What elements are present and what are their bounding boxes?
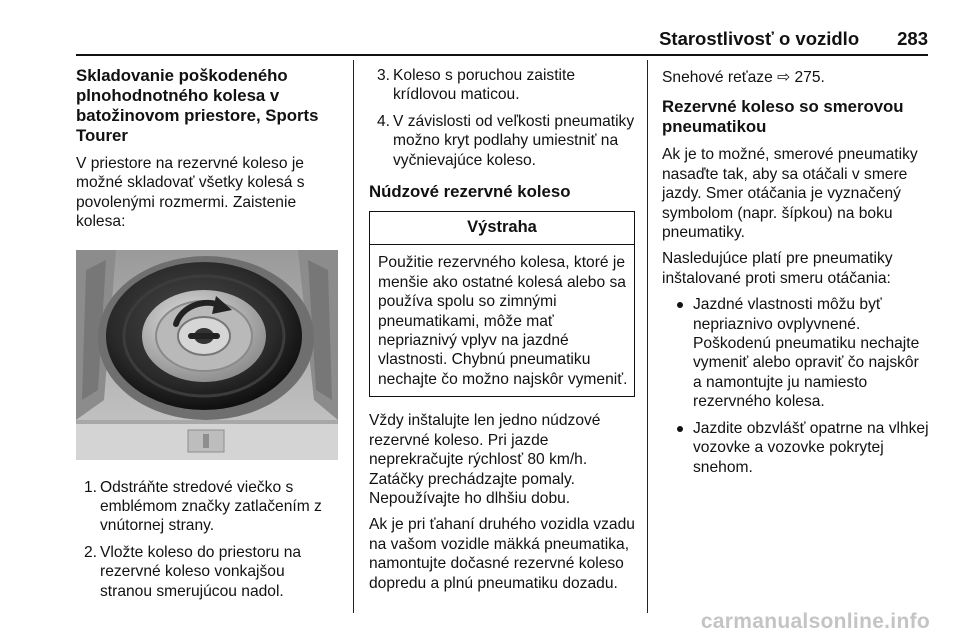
warning-text: Použitie rezervného kolesa, ktoré je menšie ako ostatné kolesá alebo sa používa spolu so zimnými pneumatikami, môže mať nepriaznivý vplyv na jazdné vlastnosti. Chybnú pneumatiku nechajte čo možno najskôr vymeniť. bbox=[378, 254, 628, 388]
column-1 bbox=[76, 66, 338, 608]
paragraph: Ak je pri ťahaní druhého vozidla vzadu na vašom vozidle mäkká pneumatika, namontujte dočasné rezervné koleso dopredu a plnú pneumatiku dozadu. bbox=[369, 516, 635, 592]
warning-title: Výstraha bbox=[370, 212, 634, 245]
column-divider bbox=[353, 60, 354, 613]
list-item: 2. Vložte koleso do priestoru na rezervné koleso vonkajšou stranou smerujúcou nadol. bbox=[84, 543, 302, 600]
page-header bbox=[76, 28, 928, 52]
paragraph: Nasledujúce platí pre pneumatiky inštalované proti smeru otáčania: bbox=[662, 250, 893, 287]
paragraph: Ak je to možné, smerové pneumatiky nasaďte tak, aby sa otáčali v smere jazdy. Smer otáčania je vyznačený symbolom (napr. šípkou) na boku pneumatiky. bbox=[662, 146, 918, 242]
paragraph: Vždy inštalujte len jedno núdzové rezervné koleso. Pri jazde neprekračujte rýchlosť 80 km/h. Zatáčky prechádzajte pomaly. Nepoužívajte ho dlhšiu dobu. bbox=[369, 412, 601, 507]
list-item: 3. Koleso s poruchou zaistite krídlovou maticou. bbox=[377, 67, 576, 104]
bullet-list bbox=[662, 295, 930, 477]
header-title: Starostlivosť o vozidlo bbox=[659, 28, 860, 49]
intro-paragraph: V priestore na rezervné koleso je možné skladovať všetky kolesá s povolenými rozmermi. Zaistenie kolesa: bbox=[76, 155, 305, 231]
column-2 bbox=[369, 66, 635, 600]
steps-list bbox=[76, 478, 338, 601]
section-heading: Núdzové rezervné koleso bbox=[369, 182, 571, 202]
list-item: Jazdné vlastnosti môžu byť nepriaznivo ovplyvnené. Poškodenú pneumatiku nechajte vymeniť alebo opraviť čo najskôr a namontujte ju namiesto rezervného kolesa. bbox=[662, 295, 930, 411]
page-number: 283 bbox=[897, 28, 928, 49]
section-heading: Skladovanie poškodeného plnohodnotného kolesa v batožinovom priestore, Sports Tourer bbox=[76, 66, 319, 145]
spare-wheel-in-trunk-photo bbox=[76, 250, 338, 460]
watermark: carmanualsonline.info bbox=[700, 610, 930, 633]
list-item: Jazdite obzvlášť opatrne na vlhkej vozovke a vozovke pokrytej snehom. bbox=[662, 419, 930, 477]
warning-box bbox=[369, 211, 635, 397]
steps-list bbox=[369, 66, 635, 170]
list-item: 4. V závislosti od veľkosti pneumatiky možno kryt podlahy umiestniť na vyčnievajúce koleso. bbox=[377, 112, 635, 169]
section-heading: Rezervné koleso so smerovou pneumatikou bbox=[662, 97, 904, 137]
cross-reference: Snehové reťaze ⇨ 275. bbox=[662, 69, 825, 86]
header-rule bbox=[76, 54, 928, 56]
spare-wheel-photo bbox=[76, 250, 338, 460]
column-divider bbox=[647, 60, 648, 613]
column-3 bbox=[662, 68, 930, 484]
list-item: 1. Odstráňte stredové viečko s emblémom značky zatlačením z vnútornej strany. bbox=[84, 478, 322, 535]
